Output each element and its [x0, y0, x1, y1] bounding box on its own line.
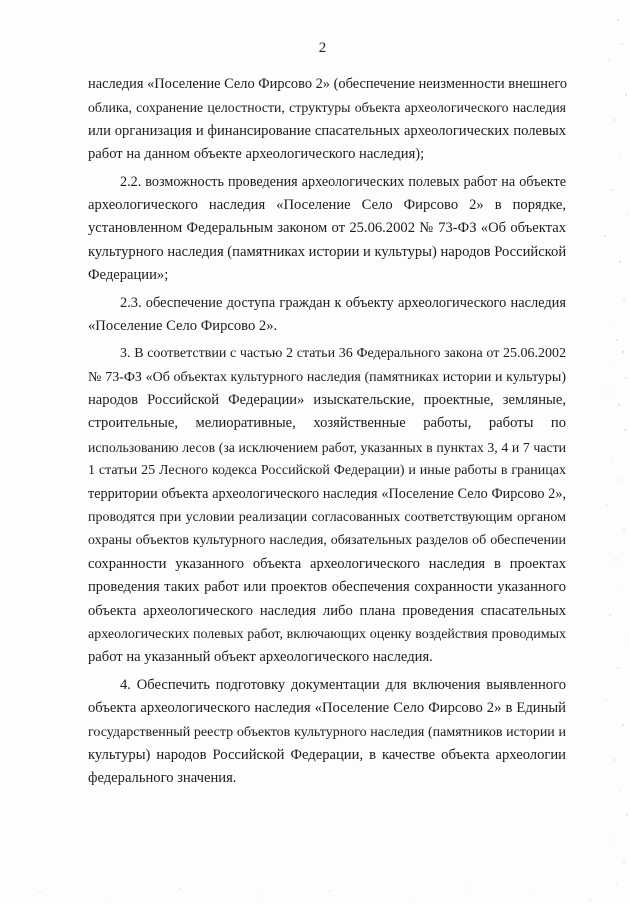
text-line: проведения таких работ или проектов обеспечения сохранности указанного [88, 579, 566, 596]
text-line: территории объекта археологического наследия «Поселение Село Фирсово 2», [88, 485, 566, 502]
text-line: 2.2. возможность проведения археологических полевых работ на объекте [120, 173, 566, 190]
text-line: работ на указанный объект археологического наследия. [88, 649, 433, 666]
text-line: культуры) народов Российской Федерации, в качестве объекта археологии [88, 746, 566, 763]
text-line: работ на данном объекте археологического наследия); [88, 146, 425, 163]
text-line: археологических полевых работ, включающих оценку воздействия проводимых [88, 626, 566, 642]
paragraph-2-3 [88, 292, 566, 339]
text-line: установленном Федеральным законом от 25.06.2002 № 73-ФЗ «Об объектах [88, 220, 566, 237]
text-line: культурного наследия (памятниках истории и культуры) народов Российской [88, 243, 567, 260]
text-line: государственный реестр объектов культурного наследия (памятников истории и [88, 724, 566, 740]
text-line: археологического наследия «Поселение Село Фирсово 2» в порядке, [88, 196, 566, 213]
scan-noise-bottom [0, 880, 630, 905]
text-line: или организация и финансирование спасательных археологических полевых [88, 122, 566, 139]
text-line: облика, сохранение целостности, структуры объекта археологического наследия [88, 100, 566, 116]
text-line: объекта археологического наследия «Поселение Село Фирсово 2» в Единый [88, 700, 566, 717]
text-line: строительные, мелиоративные, хозяйственные работы, работы по [88, 415, 566, 432]
text-line: сохранности указанного объекта археологического наследия в проектах [88, 555, 566, 572]
text-line: проводятся при условии реализации согласованных соответствующим органом [88, 510, 566, 526]
text-line: 2.3. обеспечение доступа граждан к объекту археологического наследия [120, 294, 566, 311]
text-line: № 73-ФЗ «Об объектах культурного наследия (памятниках истории и культуры) [88, 369, 566, 385]
paragraph-3 [88, 342, 566, 669]
page-number: 2 [318, 40, 327, 56]
text-line: федерального значения. [88, 770, 237, 787]
text-line: 1 статьи 25 Лесного кодекса Российской Федерации) и иные работы в границах [88, 463, 566, 479]
paragraph-4 [88, 674, 566, 791]
text-line: использованию лесов (за исключением работ, указанных в пунктах 3, 4 и 7 части [88, 439, 566, 455]
paragraph-2-2 [88, 171, 566, 288]
text-line: объекта археологического наследия либо плана проведения спасательных [88, 602, 566, 619]
document-body [88, 73, 566, 795]
text-line: «Поселение Село Фирсово 2». [88, 317, 278, 334]
text-line: народов Российской Федерации» изыскательские, проектные, земляные, [88, 392, 566, 409]
text-line: наследия «Поселение Село Фирсово 2» (обеспечение неизменности внешнего [88, 76, 568, 92]
text-line: 4. Обеспечить подготовку документации для включения выявленного [120, 676, 566, 693]
text-line: 3. В соответствии с частью 2 статьи 36 Федерального закона от 25.06.2002 [120, 346, 566, 362]
scan-noise-right [560, 0, 630, 905]
text-line: охраны объектов культурного наследия, обязательных разделов об обеспечении [88, 533, 566, 549]
paragraph-1-continuation [88, 73, 566, 167]
text-line: Федерации»; [88, 267, 169, 284]
